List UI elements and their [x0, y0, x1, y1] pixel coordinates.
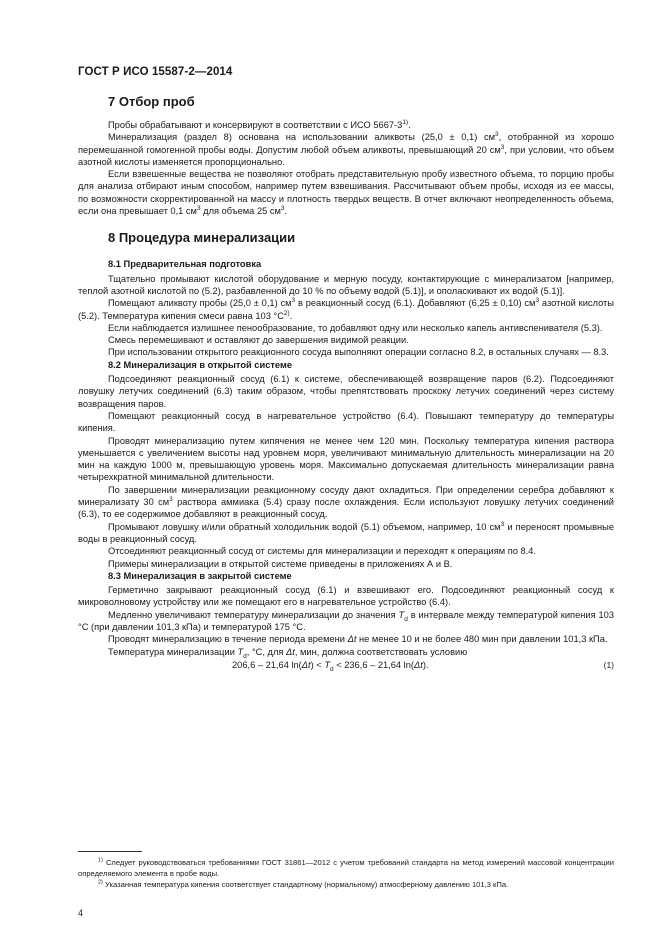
paragraph: При использовании открытого реакционного сосуда выполняют операции согласно 8.2, в остальных случаях — 8.3. [108, 347, 609, 358]
paragraph: Пробы обрабатывают и консервируют в соответствии с ИСО 5667-3$^{1)}$. [108, 118, 411, 130]
paragraph: Помещают реакционный сосуд в нагревательное устройство (6.4). Повышают температуру до температуры кипения. [78, 410, 614, 434]
footnote: $^{1)}$ Следует руководствоваться требованиями ГОСТ 31861—2012 с учетом требований стандарта на метод измерений массовой концентрации определяемого элемента в пробе воды. [78, 857, 614, 878]
paragraph: Медленно увеличивают температуру минерализации до значения $T_d$ в интервале между температурой кипения 103 °С (при давлении 101,3 кПа) и температурой 175 °С. [78, 609, 614, 632]
footnote: $^{2)}$ Указанная температура кипения соответствует стандартному (нормальному) атмосферному давлению 101,3 кПа. [98, 879, 509, 889]
subsection-8-1-heading: 8.1 Предварительная подготовка [108, 259, 262, 270]
paragraph: Герметично закрывают реакционный сосуд (6.1) и взвешивают его. Подсоединяют реакционный сосуд к микроволновому устройству или же помещают его в нагревательное устройство (6.4). [78, 585, 614, 608]
paragraph: Температура минерализации $T_d$, °С, для Δt, мин, должна соответствовать условию [108, 646, 468, 660]
footnotes [78, 857, 614, 890]
paragraph: Смесь перемешивают и оставляют до завершения видимой реакции. [108, 335, 409, 346]
paragraph: Отсоединяют реакционный сосуд от системы для минерализации и переходят к операциям по 8.4. [108, 546, 537, 557]
footnote-ref[interactable]: 2) [283, 309, 290, 317]
page-content [78, 94, 614, 671]
formula-expression: 206,6 – 21,64 $\ln(\Delta t) < T_d < 236,6 - 21,64$ ln(Δt). [232, 659, 429, 673]
paragraph: Тщательно промывают кислотой оборудование и мерную посуду, контактирующие с минерализатом [например, теплой азотной кислотой по (5.2), разбавленной до 10 % по объему водой (5.1)], и ополаскивают их водой (5.1)]. [78, 273, 614, 296]
subsection-8-2-heading: 8.2 Минерализация в открытой системе [108, 359, 293, 370]
footnote-divider [78, 851, 142, 852]
paragraph: По завершении минерализации реакционному сосуду дают охладиться. При определении серебра добавляют к минерализату 30 $см^3$ раствора аммиака (5.4) сразу после охлаждения. Если используют ловушку летучих соединений (6.3), то ее содержимое добавляют в реакционный сосуд. [78, 484, 614, 520]
formula-1 [78, 659, 614, 671]
document-header: ГОСТ Р ИСО 15587-2—2014 [78, 66, 233, 78]
subsection-8-3-heading: 8.3 Минерализация в закрытой системе [108, 570, 292, 581]
paragraph: Если наблюдается излишнее пенообразование, то добавляют одну или несколько капель антивспенивателя (5.3). [108, 322, 603, 333]
page-number: 4 [78, 908, 84, 918]
section-8-heading: 8 Процедура минерализации [108, 230, 296, 246]
paragraph: Примеры минерализации в открытой системе приведены в приложениях А и В. [108, 558, 453, 569]
paragraph: Если взвешенные вещества не позволяют отобрать представительную пробу известного объема, то порцию пробы для анализа отбирают иным способом, например путем взвешивания. Рассчитывают объем пробы, исходя из ее массы, по возможности скорректированной на массу и плотность твердых веществ. В отчет включают неопределенность объема, если она превышает 0,1 $см^3$ для объема 25 $см^3$. [78, 169, 614, 217]
paragraph: Промывают ловушку и/или обратный холодильник водой (5.1) объемом, например, 10 $см^3$ и переносят промывные воды в реакционный сосуд. [78, 520, 614, 544]
footnote-ref[interactable]: 1) [402, 118, 409, 126]
paragraph: Подсоединяют реакционный сосуд (6.1) к системе, обеспечивающей возвращение паров (6.2). Подсоединяют ловушку летучих соединений (6.3) таким образом, чтобы препятствовать проскоку летучих соединений через систему возвращения паров. [78, 374, 614, 409]
formula-number: (1) [603, 659, 614, 670]
section-7-heading: 7 Отбор проб [108, 94, 195, 109]
paragraph: Проводят минерализацию путем кипячения не менее чем 120 мин. Поскольку температура кипения раствора уменьшается с увеличением высоты над уровнем моря, увеличивают минимальную длительность минерализации на 20 мин на каждую 1000 м, превышающую уровень моря. Максимально допускаемая длительность минерализации равна четырехкратной минимальной длительности. [78, 435, 614, 483]
paragraph: Проводят минерализацию в течение периода времени Δt не менее 10 и не более 480 мин при давлении 101,3 кПа. [108, 634, 608, 645]
paragraph: Минерализация (раздел 8) основана на использовании аликвоты (25,0 ± 0,1) $см^3$, отобранной из хорошо перемешанной гомогенной пробы воды. Допустим любой объем аликвоты, превышающий 20 $см^3$, при условии, что объем азотной кислоты изменяется пропорционально. [78, 131, 614, 167]
paragraph: Помещают аликвоту пробы (25,0 ± 0,1) $см^3$ в реакционный сосуд (6.1). Добавляют (6,25 ± 0,10) $см^3$ азотной кислоты (5.2). Температура кипения смеси равна 103 $^\circ С^{2)}$. [78, 297, 614, 321]
